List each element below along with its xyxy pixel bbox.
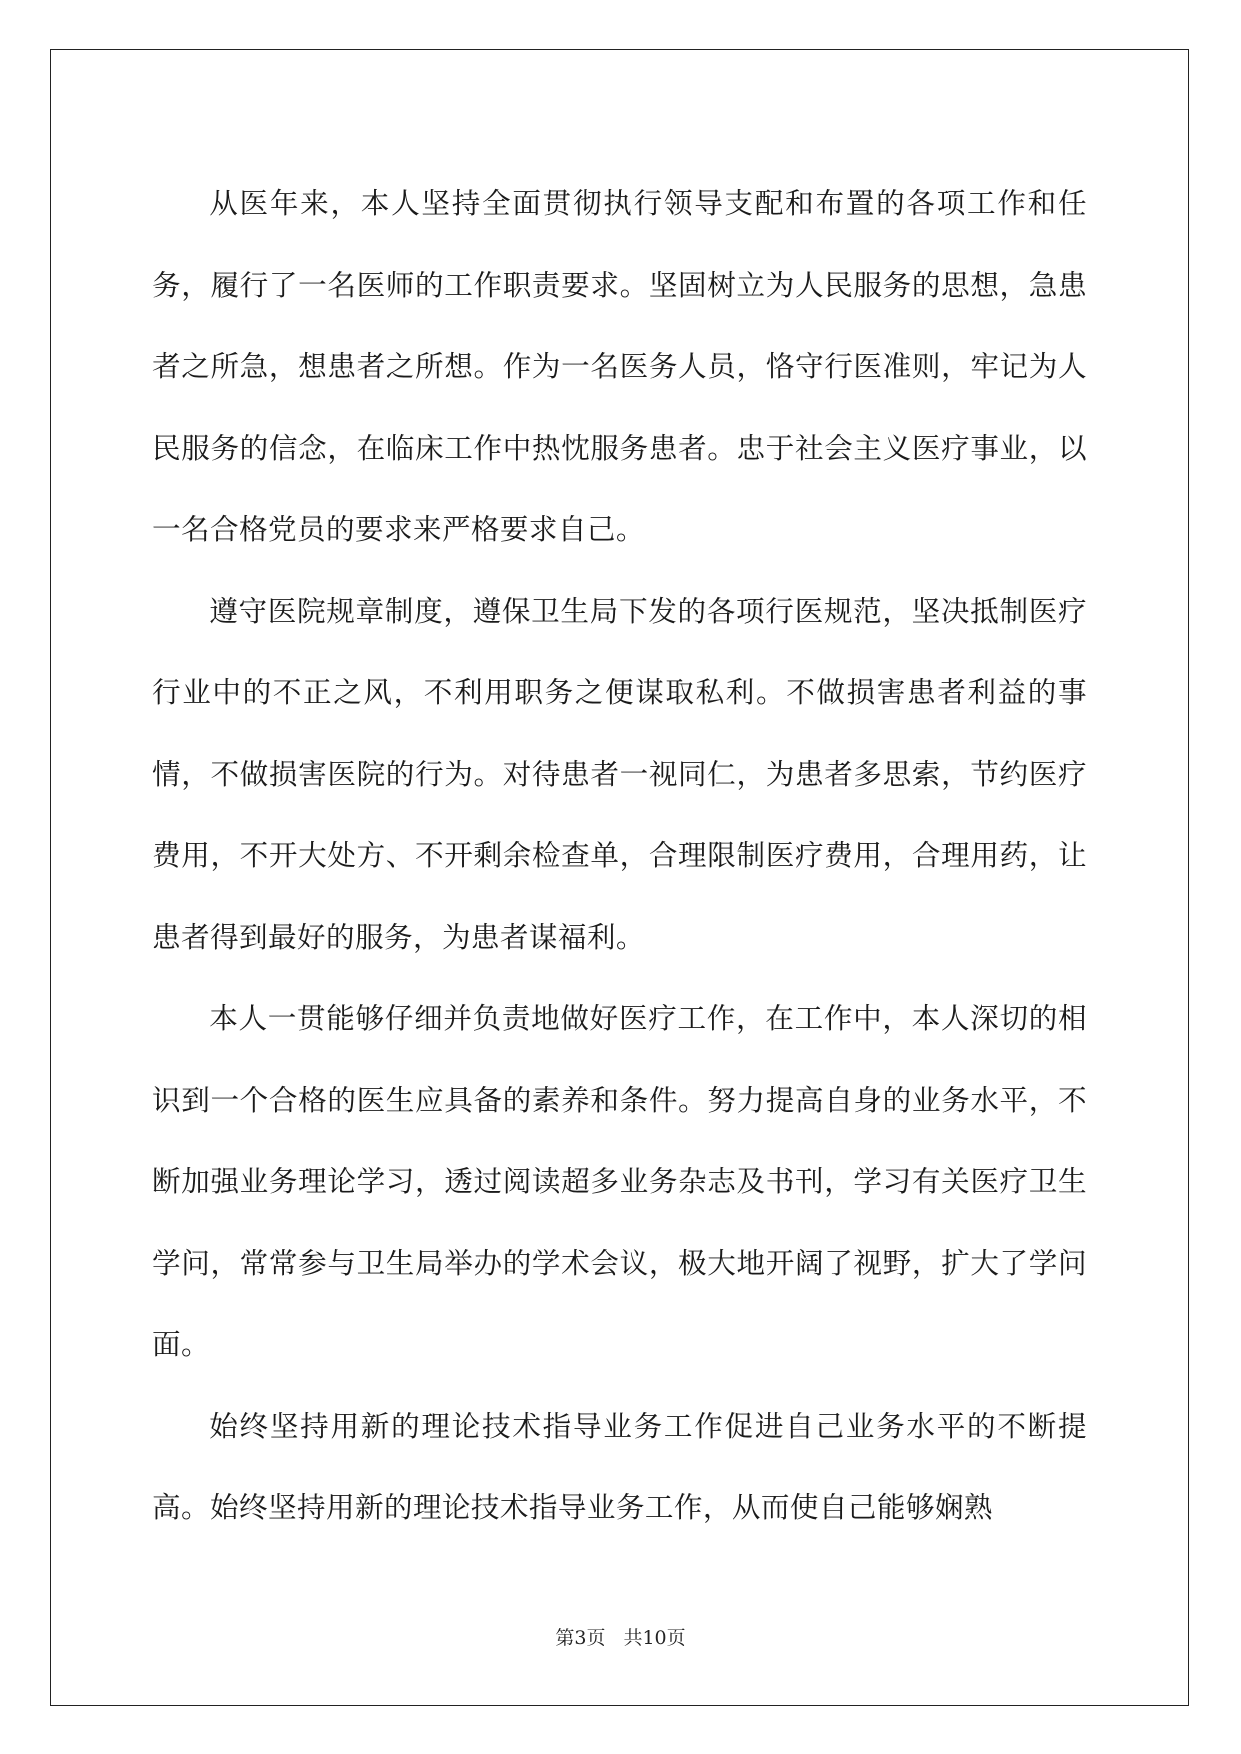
paragraph-3: 本人一贯能够仔细并负责地做好医疗工作，在工作中，本人深切的相识到一个合格的医生应具备的素养和条件。努力提高自身的业务水平，不断加强业务理论学习，透过阅读超多业务杂志及书刊，学习有关医疗卫生学问，常常参与卫生局举办的学术会议，极大地开阔了视野，扩大了学问面。	[152, 1001, 1087, 1361]
document-body	[152, 163, 1087, 1549]
paragraph-4: 始终坚持用新的理论技术指导业务工作促进自己业务水平的不断提高。始终坚持用新的理论技术指导业务工作，从而使自己能够娴熟	[152, 1408, 1087, 1524]
paragraph-1: 从医年来，本人坚持全面贯彻执行领导支配和布置的各项工作和任务，履行了一名医师的工作职责要求。坚固树立为人民服务的思想，急患者之所急，想患者之所想。作为一名医务人员，恪守行医准则，牢记为人民服务的信念，在临床工作中热忱服务患者。忠于社会主义医疗事业，以一名合格党员的要求来严格要求自己。	[152, 186, 1087, 546]
page-number-current: 第3页	[555, 1627, 606, 1649]
page-number-total: 共10页	[623, 1627, 686, 1649]
paragraph-2: 遵守医院规章制度，遵保卫生局下发的各项行医规范，坚决抵制医疗行业中的不正之风，不利用职务之便谋取私利。不做损害患者利益的事情，不做损害医院的行为。对待患者一视同仁，为患者多思索，节约医疗费用，不开大处方、不开剩余检查单，合理限制医疗费用，合理用药，让患者得到最好的服务，为患者谋福利。	[152, 593, 1087, 954]
page-footer	[0, 1623, 1241, 1650]
